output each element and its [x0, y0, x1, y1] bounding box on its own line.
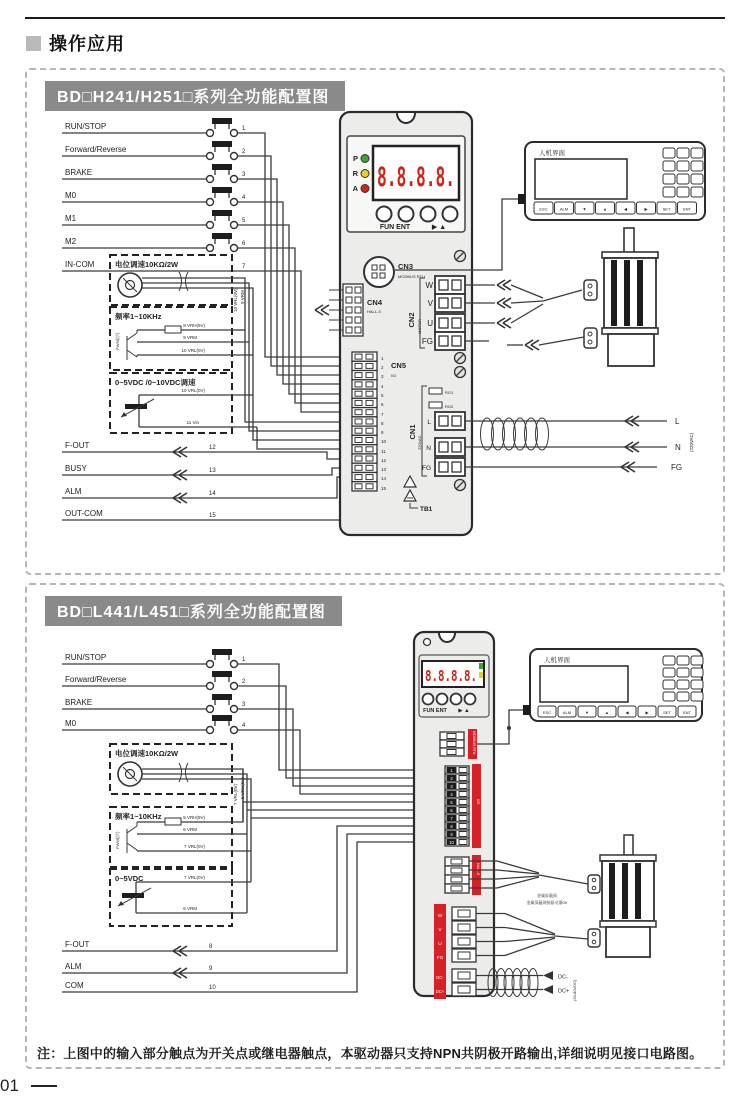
page-number: 01 [0, 1076, 19, 1095]
output-label: BUSY [65, 464, 87, 473]
pot-box-title: 电位调速10KΩ/2W [115, 749, 179, 758]
power-pin: U [438, 942, 442, 947]
input-pin: 2 [242, 679, 246, 685]
cn5-num: 9 [381, 430, 384, 435]
output-label: OUT-COM [65, 509, 103, 518]
input-label: RUN/STOP [65, 653, 107, 662]
cn5-sub: I/O [391, 373, 397, 378]
page-title: 操作应用 [49, 34, 125, 54]
cn1-sub: 220VAC [417, 435, 422, 450]
vdc-pin: 7 VRL(0V) [183, 875, 205, 880]
shield-note-2: 金属屏蔽网接驱动器0V [526, 900, 568, 905]
hmi-key: ESC [539, 206, 548, 212]
power-pin: V [438, 928, 442, 933]
power-pin: DC+ [435, 989, 445, 994]
output-label: ALM [65, 962, 82, 971]
pot-box-title: 电位调速10KΩ/2W [115, 260, 179, 269]
top-rule [25, 17, 725, 19]
output-rows [62, 826, 445, 992]
fun-button [423, 694, 434, 705]
fun-button [377, 207, 392, 222]
io-num: 2 [450, 776, 453, 781]
cn2-pin-w: W [425, 281, 433, 290]
freq-pin: 6 VRM [183, 827, 197, 832]
hmi-key: ◀ [623, 206, 628, 212]
vdc-box-title: 0~5VDC [115, 874, 144, 883]
input-label: Forward/Reverse [65, 675, 127, 684]
footnote: 注：上图中的输入部分触点为开关点或继电器触点，本驱动器只支持NPN共阴极开路输出,详细说明见接口电路图。 [37, 1046, 703, 1061]
io-bar-label: I/O [476, 799, 481, 805]
cn3-sub: MODBUS RTU [398, 274, 425, 279]
freq-pin: 10 VRL(0V) [181, 348, 205, 353]
wire-tag: 10 VRL(0V) [233, 288, 238, 312]
cn1-pin-fg: FG [421, 465, 431, 472]
pot-box [110, 744, 232, 794]
vdc-box [110, 869, 251, 926]
input-pin: 5 [242, 218, 246, 224]
freq-pin: 7 VRL(0V) [183, 844, 205, 849]
cn5-label: CN5 [391, 361, 407, 370]
dc-pos-label: DC+ [558, 988, 570, 995]
input-pin: 4 [242, 195, 246, 201]
output-pin: 9 [209, 966, 213, 972]
vdc-box-title: 0~5VDC /0~10VDC调速 [115, 378, 196, 387]
cn5-num: 14 [381, 476, 387, 481]
io-num: 9 [450, 832, 453, 837]
power-pin: FG [436, 956, 444, 961]
input-rows [62, 118, 352, 412]
io-num: 10 [449, 840, 454, 845]
hmi-key: SET [663, 710, 671, 715]
cn2-label: CN2 [407, 312, 416, 328]
output-pin: 12 [209, 445, 216, 451]
right-button [451, 694, 462, 705]
hmi-key: ALM [559, 206, 569, 212]
power-l-label: L [675, 417, 680, 426]
cn5-num: 4 [381, 384, 384, 389]
cn2-sub: MOTOR [417, 319, 422, 334]
output-label: COM [65, 981, 84, 990]
input-pin: 3 [242, 702, 246, 708]
output-pin: 10 [209, 985, 216, 991]
shield-note-1: 金属屏蔽网 [537, 893, 557, 898]
input-label: M0 [65, 719, 77, 728]
io-num: 7 [450, 816, 453, 821]
diagram-h-series [27, 98, 723, 570]
io-num: 1 [450, 768, 453, 773]
input-label: M0 [65, 191, 77, 200]
freq-side-label: PWM信号 [115, 332, 120, 350]
freq-pin: 5 VRH(5V) [183, 815, 205, 820]
vdc-pin: 6 VRM [183, 906, 197, 911]
vdc-box [110, 373, 257, 433]
power-fg-label: FG [671, 463, 683, 472]
cn5-num: 3 [381, 374, 384, 379]
motor [584, 228, 658, 366]
power-n-label: N [675, 443, 681, 452]
hmi-key: ◀ [625, 710, 629, 715]
hall-bar-label: HALL-S [476, 863, 480, 876]
output-rows [62, 441, 352, 520]
panel-h-series [25, 68, 725, 575]
cn2-pin-u: U [427, 319, 433, 328]
input-label: BRAKE [65, 698, 93, 707]
input-pin: 1 [242, 126, 246, 132]
cn5-num: 11 [381, 449, 386, 454]
output-label: F-OUT [65, 940, 90, 949]
cn5-num: 5 [381, 393, 384, 398]
freq-box [110, 807, 232, 867]
output-pin: 13 [209, 468, 216, 474]
hmi-key: ENT [683, 206, 691, 212]
cn5-num: 1 [381, 356, 384, 361]
wire-tag: 9 VRM [240, 290, 245, 304]
rg1-label: RG1 [445, 390, 454, 395]
driver-unit [414, 632, 494, 999]
dc-voltage: (24-80VDC) [572, 979, 577, 1001]
led-label-a: A [352, 184, 358, 193]
hmi-key: ▶ [645, 710, 649, 715]
cn1-pin-n: N [426, 445, 431, 452]
io-num: 4 [450, 792, 453, 797]
input-label: M1 [65, 214, 77, 223]
io-block [445, 764, 481, 848]
pot-box [110, 255, 232, 305]
panel2-title: BD□L441/L451□系列全功能配置图 [45, 596, 342, 626]
panel-l-series [25, 583, 725, 1069]
output-pin: 15 [209, 513, 216, 519]
io-num: 5 [450, 800, 453, 805]
ent-button [437, 694, 448, 705]
hmi-key: ALM [562, 710, 572, 715]
cn1-label: CN1 [408, 424, 417, 440]
cn5-num: 12 [381, 458, 387, 463]
segment-display: 8.8.8.8. [425, 667, 477, 685]
hmi-key: ▲ [605, 710, 609, 715]
input-pin: 2 [242, 149, 246, 155]
freq-box-title: 频率1~10KHz [115, 312, 162, 321]
led-label-p: P [352, 154, 358, 163]
freq-pin: 9 VRM [183, 335, 197, 340]
ent-button [399, 207, 414, 222]
input-label: IN-COM [65, 260, 95, 269]
input-pin: 6 [242, 241, 246, 247]
cn4-label: CN4 [367, 298, 383, 307]
power-pin: W [437, 914, 443, 919]
right-button [421, 207, 436, 222]
rg2-label: RG2 [445, 404, 454, 409]
input-label: M2 [65, 237, 77, 246]
dc-neg-label: DC- [558, 974, 568, 981]
mains-power [465, 416, 694, 472]
input-label: BRAKE [65, 168, 93, 177]
hmi-key: ▼ [585, 710, 589, 715]
freq-side-label: PWM信号 [115, 831, 120, 849]
cn5-num: 8 [381, 421, 384, 426]
diagram-l-series [27, 629, 723, 1029]
cn3-label: CN3 [398, 262, 414, 271]
io-num: 8 [450, 824, 453, 829]
freq-pin: 8 VRH(5V) [183, 323, 205, 328]
wire-tag: 7 VRL(0V) [233, 783, 238, 805]
button-arrows: ▶ ▲ [458, 708, 470, 714]
driver-unit [315, 112, 472, 535]
modbus-connector [440, 729, 477, 759]
hmi-key: ▼ [582, 206, 587, 212]
power-voltage: (220VAC) [689, 432, 694, 452]
freq-box-title: 频率1~10KHz [115, 812, 162, 821]
output-pin: 14 [209, 491, 216, 497]
tb1-label: TB1 [420, 506, 433, 513]
output-pin: 8 [209, 944, 213, 950]
cn4-sub: HALL-S [367, 309, 382, 314]
hmi-key: ENT [683, 710, 691, 715]
modbus-bar-label: MODBUS RTU [472, 731, 476, 755]
cn2-pin-fg: FG [421, 337, 433, 346]
cn5-num: 2 [381, 365, 384, 370]
button-arrows: ▶ ▲ [431, 224, 447, 231]
analog-wires [227, 769, 445, 913]
vdc-pin: 11 Vin [186, 420, 199, 425]
input-label: Forward/Reverse [65, 145, 127, 154]
page-footer [0, 1076, 57, 1096]
output-label: ALM [65, 487, 82, 496]
page-header [26, 30, 125, 56]
input-pin: 7 [242, 264, 246, 270]
io-num: 6 [450, 808, 453, 813]
input-label: RUN/STOP [65, 122, 107, 131]
power-block [434, 904, 476, 999]
header-bullet [26, 36, 41, 51]
up-button [465, 694, 476, 705]
power-pin: DC- [436, 975, 444, 980]
button-labels: FUN ENT [423, 708, 447, 714]
input-pin: 1 [242, 657, 246, 663]
hmi-title: 人机界面 [544, 657, 570, 664]
freq-box [110, 307, 232, 370]
cn1-pin-l: L [427, 419, 431, 426]
motor [588, 835, 656, 957]
input-pin: 4 [242, 723, 246, 729]
output-label: F-OUT [65, 441, 90, 450]
led-label-r: R [352, 169, 358, 178]
hmi-screen [535, 159, 627, 199]
vdc-pin: 10 VRL(0V) [181, 388, 205, 393]
button-labels: FUN ENT [379, 224, 411, 231]
hmi-screen [540, 666, 628, 702]
cn5-num: 13 [381, 467, 387, 472]
segment-display: 8.8.8.8. [377, 162, 455, 193]
hmi-key: ▲ [603, 206, 607, 212]
motor-cables [465, 280, 584, 350]
cn5-num: 10 [381, 439, 387, 444]
cn5-num: 7 [381, 412, 384, 417]
cn5-num: 6 [381, 402, 384, 407]
hmi-key: ESC [542, 710, 552, 715]
wire-tag: 5 VRH(5V) [240, 777, 245, 799]
hmi-title: 人机界面 [539, 150, 565, 157]
input-pin: 3 [242, 172, 246, 178]
cn2-pin-v: V [427, 299, 433, 308]
up-button [443, 207, 458, 222]
panel1-title: BD□H241/H251□系列全功能配置图 [45, 81, 345, 111]
hmi-key: SET [662, 206, 671, 212]
hmi-key: ▶ [644, 206, 648, 212]
pot-wire-tags [233, 288, 245, 312]
hmi-panel [477, 649, 703, 744]
footer-dash [31, 1085, 57, 1087]
cn5-num: 15 [381, 486, 387, 491]
io-num: 3 [450, 784, 453, 789]
